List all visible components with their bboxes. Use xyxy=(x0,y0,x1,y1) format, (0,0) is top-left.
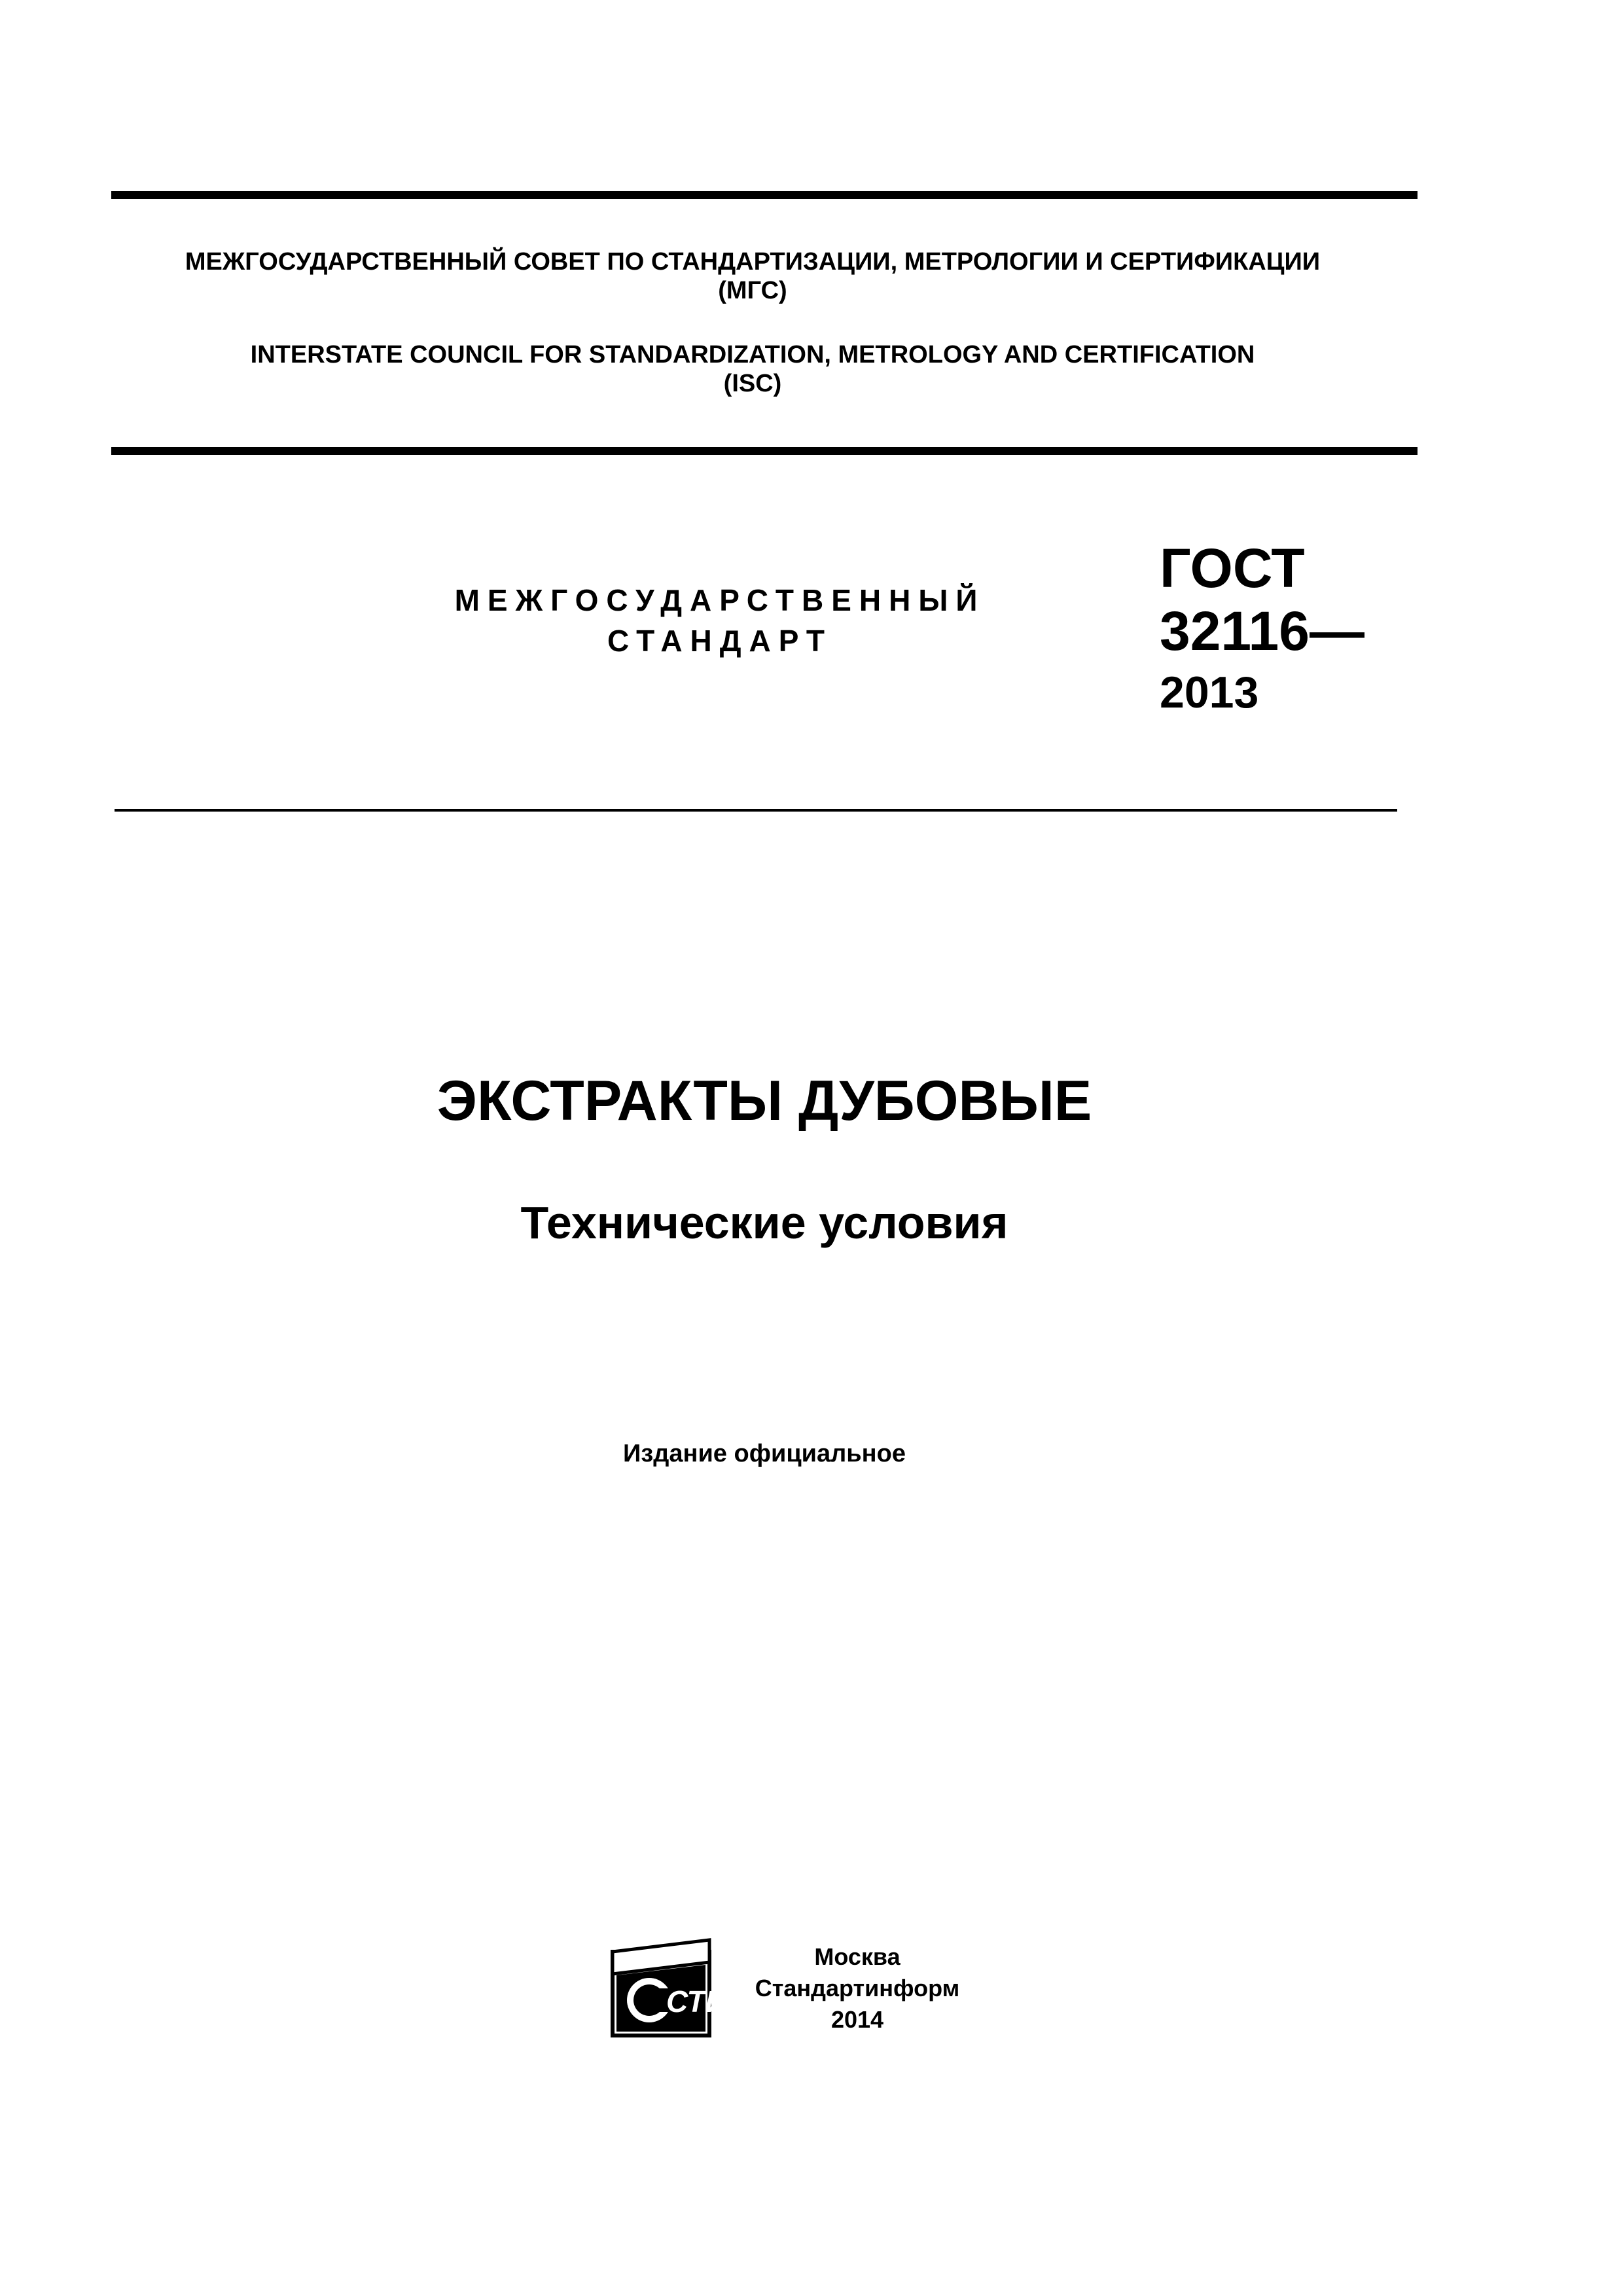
standard-code-number: 32116— xyxy=(1160,600,1364,662)
publisher-city: Москва xyxy=(814,1943,901,1970)
council-en-line2: (ISC) xyxy=(723,370,782,397)
logo-text: СТИ xyxy=(666,1984,727,2018)
standard-type-line2: СТАНДАРТ xyxy=(607,624,832,658)
council-ru-line1: МЕЖГОСУДАРСТВЕННЫЙ СОВЕТ ПО СТАНДАРТИЗАЦИИ, МЕТРОЛОГИИ И СЕРТИФИКАЦИИ xyxy=(185,248,1321,276)
standartinform-logo-graphic xyxy=(609,1936,727,2041)
edition-note: Издание официальное xyxy=(623,1440,906,1467)
standard-code-year: 2013 xyxy=(1160,668,1259,717)
document-subtitle: Технические условия xyxy=(520,1197,1008,1248)
publisher-block xyxy=(726,1941,988,2036)
council-ru-line2: (МГС) xyxy=(718,277,787,304)
standartinform-logo-icon xyxy=(609,1936,727,2041)
top-rule xyxy=(111,191,1418,199)
thin-rule xyxy=(115,809,1397,812)
publisher-name: Стандартинформ xyxy=(755,1975,960,2001)
standard-type xyxy=(366,580,1073,661)
standard-code-prefix: ГОСТ xyxy=(1160,537,1305,599)
middle-rule xyxy=(111,447,1418,455)
council-en-line1: INTERSTATE COUNCIL FOR STANDARDIZATION, METROLOGY AND CERTIFICATION xyxy=(250,341,1255,368)
document-title: ЭКСТРАКТЫ ДУБОВЫЕ xyxy=(437,1069,1092,1132)
standard-code xyxy=(1160,537,1364,662)
council-name-ru xyxy=(111,247,1394,305)
council-name-en xyxy=(111,340,1394,398)
publisher-year: 2014 xyxy=(830,2006,884,2033)
standard-type-line1: МЕЖГОСУДАРСТВЕННЫЙ xyxy=(454,583,986,617)
